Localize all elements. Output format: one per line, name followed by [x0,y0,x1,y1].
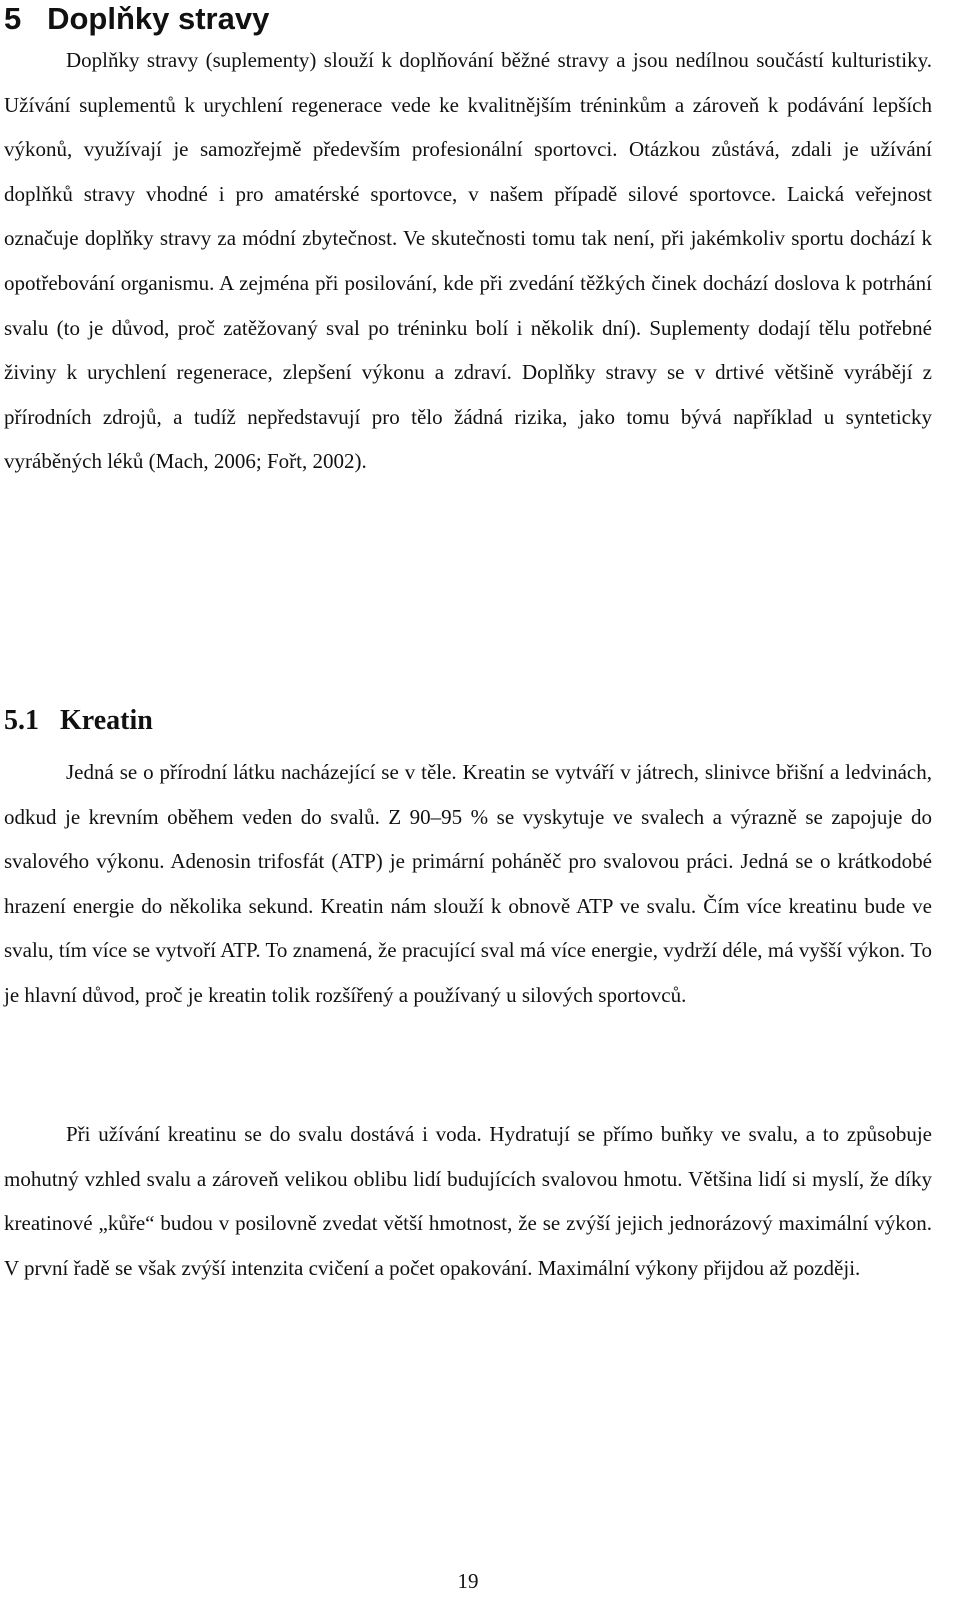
section-paragraph: Při užívání kreatinu se do svalu dostává i voda. Hydratují se přímo buňky ve svalu, a to způsobuje mohutný vzhled svalu a zároveň velikou oblibu lidí budujících svalovou hmotu. Většina lidí si myslí, že díky kreatinové „kůře“ budou v posilovně zvedat větší hmotnost, že se zvýší jejich jednorázový maximální výkon. V první řadě se však zvýší intenzita cvičení a počet opakování. Maximální výkony přijdou až později. [4,1122,932,1280]
section-title: Kreatin [60,705,153,736]
chapter-number: 5 [4,1,22,36]
section-paragraph: Jedná se o přírodní látku nacházející se v těle. Kreatin se vytváří v játrech, slinivce břišní a ledvinách, odkud je krevním oběhem veden do svalů. Z 90–95 % se vyskytuje ve svalech a výrazně se zapojuje do svalového výkonu. Adenosin trifosfát (ATP) je primární poháněč pro svalovou práci. Jedná se o krátkodobé hrazení energie do několika sekund. Kreatin nám slouží k obnově ATP ve svalu. Čím více kreatinu bude ve svalu, tím více se vytvoří ATP. To znamená, že pracující sval má více energie, vydrží déle, má vyšší výkon. To je hlavní důvod, proč je kreatin tolik rozšířený a používaný u silových sportovců. [4,760,932,1007]
page-number: 19 [457,1569,479,1593]
chapter-title: Doplňky stravy [47,1,270,36]
section-heading [4,703,153,739]
chapter-heading [4,0,269,38]
intro-paragraph: Doplňky stravy (suplementy) slouží k doplňování běžné stravy a jsou nedílnou součástí kulturistiky. Užívání suplementů k urychlení regenerace vede ke kvalitnějším tréninkům a zároveň k podávání lepších výkonů, využívají je samozřejmě především profesionální sportovci. Otázkou zůstává, zdali je užívání doplňků stravy vhodné i pro amatérské sportovce, v našem případě silové sportovce. Laická veřejnost označuje doplňky stravy za módní zbytečnost. Ve skutečnosti tomu tak není, při jakémkoliv sportu dochází k opotřebování organismu. A zejména při posilování, kde při zvedání těžkých činek dochází doslova k potrhání svalu (to je důvod, proč zatěžovaný sval po tréninku bolí i několik dní). Suplementy dodají tělu potřebné živiny k urychlení regenerace, zlepšení výkonu a zdraví. Doplňky stravy se v drtivé většině vyrábějí z přírodních zdrojů, a tudíž nepředstavují pro tělo žádná rizika, jako tomu bývá například u synteticky vyráběných léků (Mach, 2006; Fořt, 2002). [4,48,932,474]
section-number: 5.1 [4,705,39,736]
